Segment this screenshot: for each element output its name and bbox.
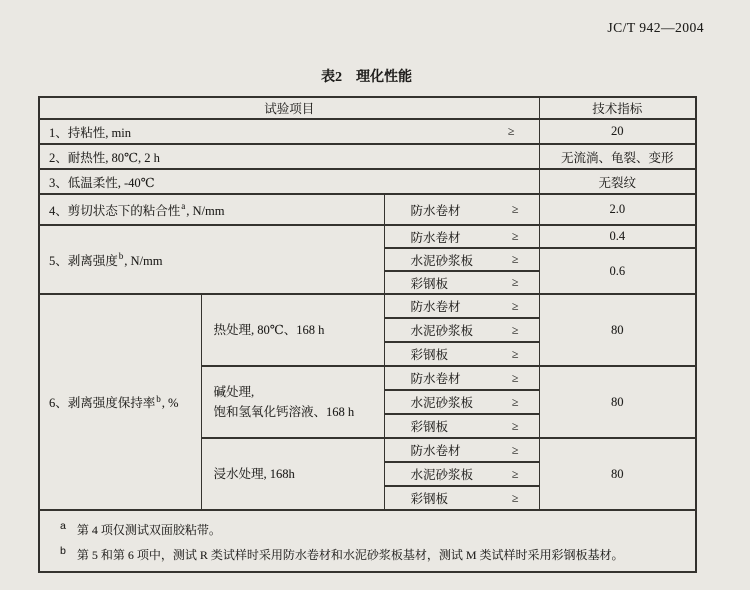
item-1-wrap xyxy=(40,123,539,141)
item-5-label xyxy=(39,225,384,294)
value-2: 无流淌、龟裂、变形 xyxy=(539,144,696,169)
gte-symbol: ≥ xyxy=(511,298,519,313)
material-wrap xyxy=(385,417,539,435)
material-name: 彩钢板 xyxy=(410,276,449,291)
footnote-row xyxy=(39,510,696,572)
table-row xyxy=(39,294,696,318)
gte-symbol: ≥ xyxy=(511,229,519,243)
gte-symbol: ≥ xyxy=(511,466,519,481)
material-cell xyxy=(384,225,539,248)
material-name: 防水卷材 xyxy=(410,300,461,314)
item-4-text: 4、剪切状态下的粘合性 xyxy=(49,203,181,218)
footnote-a xyxy=(60,518,687,540)
item-6-unit: , % xyxy=(161,396,179,410)
material-wrap xyxy=(385,393,539,411)
material-cell xyxy=(384,390,539,414)
material-wrap xyxy=(385,489,539,507)
footnote-ref-a: a xyxy=(181,201,186,212)
treatment-water xyxy=(201,438,384,510)
footnote-a-text: 第 4 项仅测试双面胶粘带。 xyxy=(76,523,221,537)
gte-symbol: ≥ xyxy=(511,275,519,289)
table-row xyxy=(39,194,696,225)
table-title: 表2 理化性能 xyxy=(321,70,412,85)
material-name: 水泥砂浆板 xyxy=(410,468,474,482)
footnote-a-marker: a xyxy=(60,520,66,532)
material-cell xyxy=(384,414,539,438)
material-wrap xyxy=(385,228,539,246)
value-4: 2.0 xyxy=(539,194,696,225)
material-wrap xyxy=(385,274,539,292)
gte-symbol: ≥ xyxy=(511,202,519,216)
footnote-ref-b: b xyxy=(118,251,124,262)
material-name: 防水卷材 xyxy=(410,372,461,386)
material-cell xyxy=(384,194,539,225)
gte-symbol: ≥ xyxy=(511,370,519,385)
material-wrap xyxy=(385,321,539,339)
gte-symbol: ≥ xyxy=(511,490,519,505)
value-5-mortar-steel: 0.6 xyxy=(539,248,696,294)
value-6-heat: 80 xyxy=(539,294,696,366)
material-wrap xyxy=(385,345,539,363)
material-cell xyxy=(384,486,539,510)
gte-symbol: ≥ xyxy=(511,394,519,409)
item-2-label: 2、耐热性, 80℃, 2 h xyxy=(39,144,539,169)
value-5-roll: 0.4 xyxy=(539,225,696,248)
material-name: 水泥砂浆板 xyxy=(410,324,474,338)
footnote-b-marker: b xyxy=(60,544,66,557)
material-name: 彩钢板 xyxy=(410,348,449,362)
item-6-label xyxy=(39,294,201,510)
table-row xyxy=(39,119,696,144)
item-6-text: 6、剥离强度保持率 xyxy=(49,396,156,410)
gte-symbol: ≥ xyxy=(511,252,519,266)
physical-chemical-properties-table xyxy=(38,96,697,573)
item-3-label: 3、低温柔性, -40℃ xyxy=(39,169,539,194)
material-name: 水泥砂浆板 xyxy=(410,253,474,268)
gte-symbol: ≥ xyxy=(511,322,519,337)
gte-symbol: ≥ xyxy=(511,418,519,433)
item-5-unit: , N/mm xyxy=(124,253,163,268)
value-6-water: 80 xyxy=(539,438,696,510)
treatment-heat xyxy=(201,294,384,366)
treatment-heat-text: 热处理, 80℃、168 h xyxy=(213,323,325,337)
header-tech-spec: 技术指标 xyxy=(539,97,696,119)
material-cell xyxy=(384,318,539,342)
material-wrap xyxy=(385,465,539,483)
material-cell xyxy=(384,248,539,271)
item-1-label: 1、持粘性, min xyxy=(49,125,131,140)
table-row xyxy=(39,169,696,194)
treatment-alkali xyxy=(201,366,384,438)
footnote-b xyxy=(60,543,687,565)
treatment-alkali-line2: 饱和氢氧化钙溶液、168 h xyxy=(213,405,355,419)
material-name: 防水卷材 xyxy=(410,203,461,218)
gte-symbol: ≥ xyxy=(511,442,519,457)
material-cell xyxy=(384,366,539,390)
material-wrap xyxy=(385,441,539,459)
footnote-b-text: 第 5 和第 6 项中，测试 R 类试样时采用防水卷材和水泥砂浆板基材，测试 M 类试样时采用彩钢板基材。 xyxy=(76,547,624,562)
treatment-water-text: 浸水处理, 168h xyxy=(213,467,295,481)
table-row xyxy=(39,144,696,169)
material-wrap xyxy=(385,201,539,219)
material-name: 防水卷材 xyxy=(410,230,461,245)
material-cell xyxy=(384,438,539,462)
table-row xyxy=(39,225,696,248)
treatment-alkali-line1: 碱处理, xyxy=(213,385,255,399)
table-header-row xyxy=(39,97,696,119)
value-3: 无裂纹 xyxy=(539,169,696,194)
value-1: 20 xyxy=(539,119,696,144)
footnote-cell xyxy=(39,510,696,572)
item-4-label xyxy=(39,194,384,225)
standard-number: JC/T 942—2004 xyxy=(607,20,704,35)
item-5-text: 5、剥离强度 xyxy=(49,253,118,268)
gte-symbol: ≥ xyxy=(511,346,519,361)
material-name: 彩钢板 xyxy=(410,492,449,506)
material-wrap xyxy=(385,251,539,269)
material-cell xyxy=(384,271,539,294)
header-test-item: 试验项目 xyxy=(39,97,539,119)
material-name: 水泥砂浆板 xyxy=(410,396,474,410)
material-wrap xyxy=(385,369,539,387)
material-cell xyxy=(384,462,539,486)
material-name: 防水卷材 xyxy=(410,444,461,458)
footnote-ref-b: b xyxy=(156,393,161,404)
item-4-unit: , N/mm xyxy=(186,203,225,218)
material-cell xyxy=(384,342,539,366)
material-wrap xyxy=(385,297,539,315)
cell-item-1 xyxy=(39,119,539,144)
material-cell xyxy=(384,294,539,318)
gte-symbol: ≥ xyxy=(507,124,515,138)
material-name: 彩钢板 xyxy=(410,420,449,434)
value-6-alkali: 80 xyxy=(539,366,696,438)
